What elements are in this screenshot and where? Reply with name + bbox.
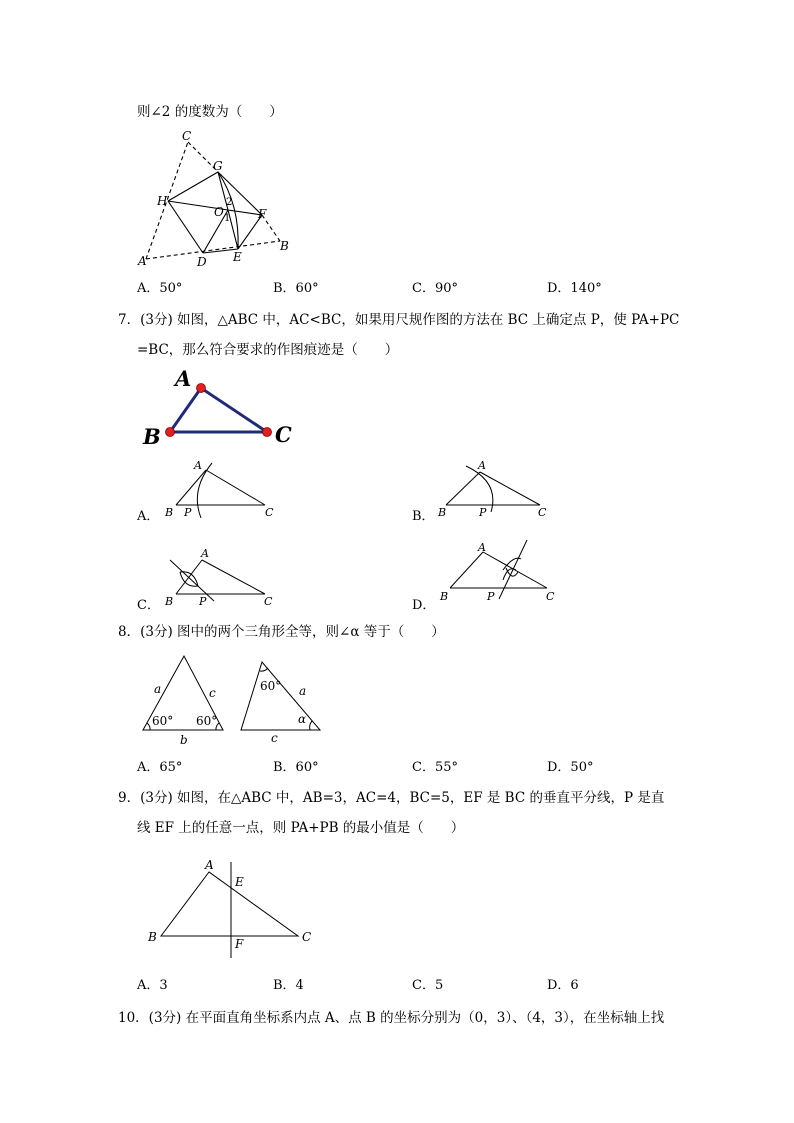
q8-right-angle: 60° [260,679,282,693]
q7-main-label-C: C [275,422,292,447]
q9-label-B: B [148,930,157,944]
q9-option-a: A．3 [137,978,168,993]
q6-label-C: C [182,129,192,143]
q9-label-A: A [205,858,214,872]
q8-question-line1: 8．(3分) 图中的两个三角形全等，则∠α 等于（ ） [118,624,445,640]
q7b-label-P: P [479,506,487,519]
q6-label-F: F [258,207,267,221]
q9-question-line2: 线 EF 上的任意一点，则 PA+PB 的最小值是（ ） [137,820,465,836]
q7c-label-P: P [199,595,207,608]
q7a-label-P: P [184,506,192,519]
q7b-label-B: B [438,506,447,519]
q9-label-C: C [302,930,312,944]
q7-main-label-B: B [143,424,161,449]
q8-right-label-a: a [299,684,307,698]
q6-label-H: H [157,194,168,208]
q7-option-a: A． [137,509,160,524]
q7b-label-A: A [478,459,486,472]
q9-option-c: C．5 [412,978,444,993]
q6-label-E: E [233,250,242,264]
q6-option-d: D．140° [547,281,602,296]
q6-label-D: D [197,255,207,269]
q8-left-label-c: c [209,686,216,700]
q6-option-c: C．90° [412,281,458,296]
q7d-label-C: C [546,590,555,603]
q9-option-d: D．6 [547,978,579,993]
q6-label-B: B [280,239,289,253]
q6-option-a: A．50° [137,281,183,296]
q7c-label-B: B [165,595,174,608]
q7c-label-A: A [201,547,209,560]
q8-option-d: D．50° [547,760,594,775]
q7-option-c: C． [137,598,160,613]
q8-figure [138,650,328,750]
q7a-label-C: C [265,506,274,519]
q7b-label-C: C [538,506,547,519]
q7a-label-B: B [165,506,174,519]
q7-option-a-figure [160,455,280,525]
q7-question-line1: 7．(3分) 如图，△ABC 中，AC<BC，如果用尺规作图的方法在 BC 上确定点 P，使 PA+PC [118,312,680,328]
q6-label-1: 1 [224,213,231,224]
q9-figure [143,852,318,962]
q8-right-label-c: c [271,731,278,745]
q7-option-b: B． [412,509,435,524]
q8-left-angle2: 60° [196,714,218,728]
q6-option-b: B．60° [273,281,319,296]
q9-label-E: E [235,875,244,889]
q7-main-label-A: A [175,366,192,391]
q10-question-line1: 10．(3分) 在平面直角坐标系内点 A、点 B 的坐标分别为（0，3）、（4，3），在坐标轴上找 [118,1010,665,1026]
q9-question-line1: 9．(3分) 如图，在△ABC 中，AB=3，AC=4，BC=5，EF 是 BC 的垂直平分线，P 是直 [118,790,665,806]
q7c-label-C: C [264,595,273,608]
q8-option-b: B．60° [273,760,319,775]
q9-label-F: F [235,937,244,951]
q8-right-label-alpha: α [298,712,307,726]
q9-option-b: B．4 [273,978,304,993]
q8-option-c: C．55° [412,760,458,775]
q7d-label-A: A [478,541,486,554]
q8-left-label-b: b [180,733,188,747]
q7d-label-B: B [440,590,449,603]
q8-left-label-a: a [154,682,162,696]
q6-label-O: O [214,205,224,219]
q7a-label-A: A [194,459,202,472]
q7-option-b-figure [435,455,555,525]
q8-left-angle1: 60° [152,714,174,728]
q6-question-text: 则∠2 的度数为（ ） [137,104,283,120]
q7d-label-P: P [487,590,495,603]
q7-option-c-figure [160,545,280,615]
q6-label-A: A [138,254,147,268]
q6-label-G: G [213,159,223,173]
q7-main-figure [140,365,300,450]
q6-label-2: 2 [226,197,233,208]
q6-figure [135,128,295,268]
q7-question-line2: =BC，那么符合要求的作图痕迹是（ ） [137,342,399,358]
q7-option-d-figure [435,535,565,610]
q8-option-a: A．65° [137,760,183,775]
q7-option-d: D． [412,598,436,613]
